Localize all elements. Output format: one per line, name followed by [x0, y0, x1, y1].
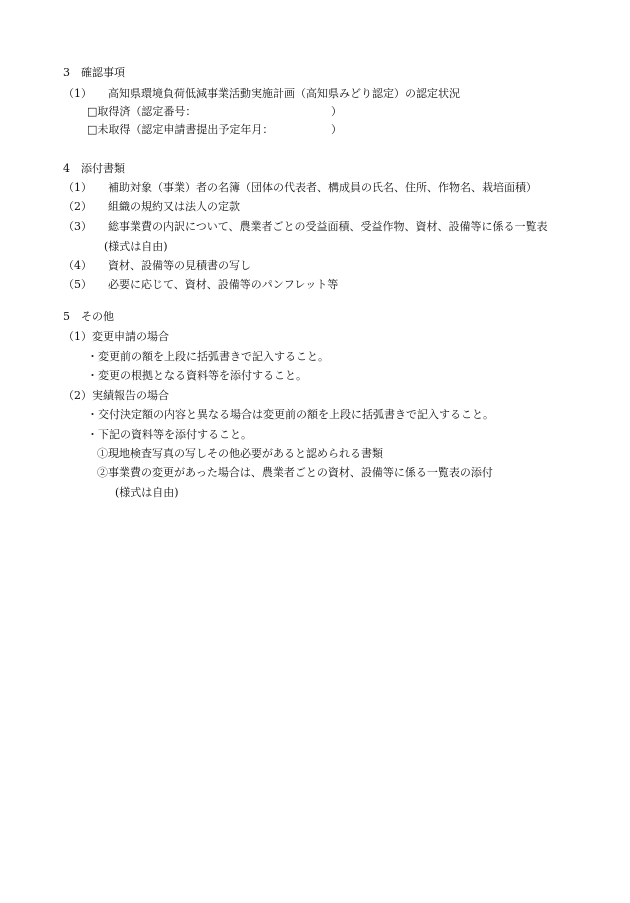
change-application-heading: （1）変更申請の場合	[63, 330, 169, 343]
change-application-bullet2: ・変更の根拠となる資料等を添付すること。	[87, 369, 307, 382]
change-application-bullet1: ・変更前の額を上段に括弧書きで記入すること。	[87, 350, 329, 363]
section4-item2-number: （2）	[63, 200, 92, 213]
section4-item3-text: 総事業費の内訳について、農業者ごとの受益面積、受益作物、資材、設備等に係る一覧表	[108, 220, 548, 233]
obtained-option-close: ）	[331, 105, 342, 118]
results-report-heading: （2）実績報告の場合	[63, 389, 169, 402]
section3-item1-number: （1）	[63, 87, 92, 100]
section4-item5-number: （5）	[63, 278, 92, 291]
section4-item3-continuation: (様式は自由)	[104, 240, 168, 253]
not-obtained-option-close: ）	[331, 123, 342, 136]
obtained-checkbox-option: □取得済（認定番号：	[87, 105, 197, 118]
section4-item3-number: （3）	[63, 220, 92, 233]
results-report-bullet2: ・下記の資料等を添付すること。	[87, 428, 252, 441]
section4-item1-text: 補助対象（事業）者の名簿（団体の代表者、構成員の氏名、住所、作物名、栽培面積）	[108, 181, 537, 194]
results-report-document2-continuation: (様式は自由)	[115, 486, 179, 499]
section5-heading: 5 その他	[63, 310, 114, 323]
section4-heading: 4 添付書類	[63, 162, 125, 175]
section3-item1-text: 高知県環境負荷低減事業活動実施計画（高知県みどり認定）の認定状況	[108, 87, 460, 100]
section4-item4-text: 資材、設備等の見積書の写し	[108, 259, 251, 272]
section3-heading: 3 確認事項	[63, 66, 125, 79]
results-report-document2: ②事業費の変更があった場合は、農業者ごとの資材、設備等に係る一覧表の添付	[97, 466, 493, 479]
section4-item2-text: 組織の規約又は法人の定款	[108, 200, 240, 213]
section4-item4-number: （4）	[63, 259, 92, 272]
results-report-document1: ①現地検査写真の写しその他必要があると認められる書類	[97, 447, 383, 460]
not-obtained-checkbox-option: □未取得（認定申請書提出予定年月：	[87, 123, 274, 136]
section4-item5-text: 必要に応じて、資材、設備等のパンフレット等	[108, 278, 339, 291]
section4-item1-number: （1）	[63, 181, 92, 194]
results-report-bullet1: ・交付決定額の内容と異なる場合は変更前の額を上段に括弧書きで記入すること。	[87, 408, 494, 421]
